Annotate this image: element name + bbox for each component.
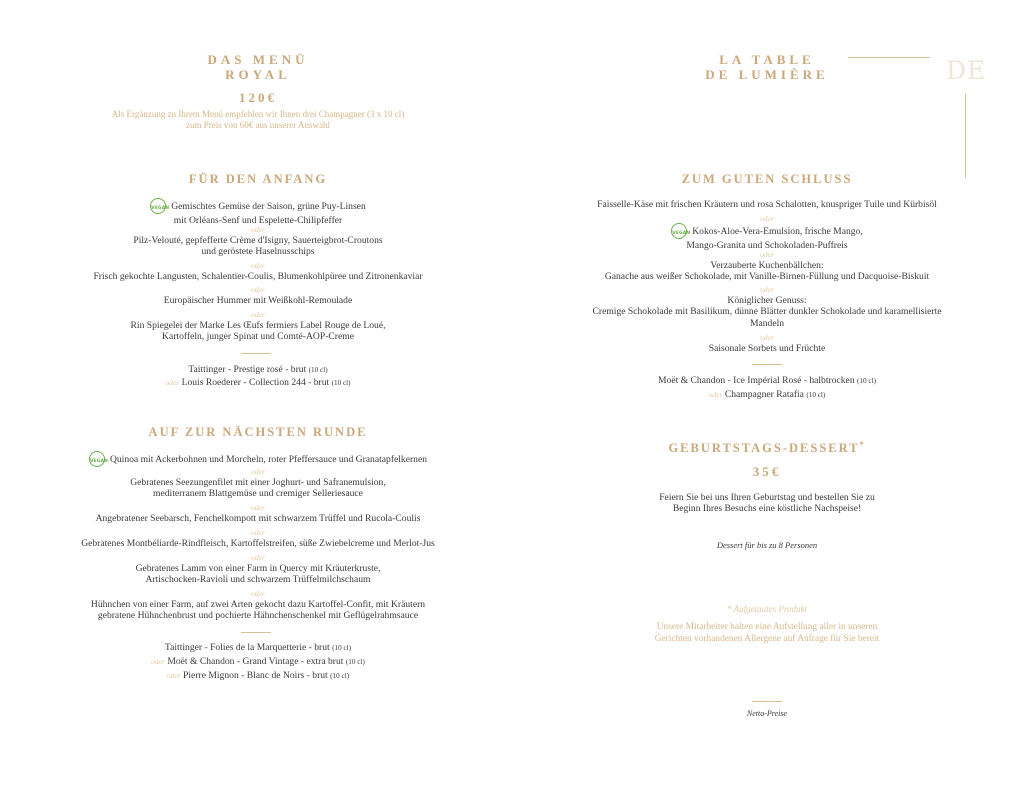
- wine-item: Taittinger - Folies de la Marquetterie - brut (10 cl): [164, 642, 352, 653]
- net-prices: Netto-Preise: [746, 709, 788, 718]
- header-rule: [848, 57, 930, 58]
- oder-separator: oder: [251, 467, 265, 476]
- dish-item: Angebratener Seebarsch, Fenchelkompott mit schwarzem Trüffel und Rucola-Coulis: [95, 513, 421, 524]
- wine-item: oder Moët & Chandon - Grand Vintage - extra brut (10 cl): [151, 656, 365, 667]
- wine-item: oder Champagner Ratafia (10 cl): [708, 389, 826, 400]
- dish-item: Königlicher Genuss: Cremige Schokolade mit Basilikum, dünne Blätter dunkler Schokolade und karamellisierte Mandeln: [592, 295, 942, 329]
- oder-separator: oder: [251, 310, 265, 319]
- menu-price: 120€: [239, 90, 277, 105]
- language-marker: DE: [946, 56, 987, 85]
- oder-separator: oder: [251, 261, 265, 270]
- wine-item: Moët & Chandon - Ice Impérial Rosé - halbtrocken (10 cl): [658, 375, 876, 386]
- dish-item: Saisonale Sorbets und Früchte: [708, 343, 826, 354]
- wine-item: oder Pierre Mignon - Blanc de Noirs - brut (10 cl): [166, 670, 350, 681]
- oder-separator: oder: [760, 250, 774, 259]
- dish-item: Frisch gekochte Langusten, Schalentier-Coulis, Blumenkohlpüree und Zitronenkaviar: [93, 271, 423, 282]
- dish-item: VEGAN Gemischtes Gemüse der Saison, grüne Puy-Linsen mit Orléans-Senf und Espelette-Chilipfeffer: [48, 199, 468, 226]
- section-title-schluss: ZUM GUTEN SCHLUSS: [681, 172, 853, 186]
- birthday-persons: Dessert für bis zu 8 Personen: [716, 540, 818, 550]
- dish-item: VEGAN Kokos-Aloe-Vera-Emulsion, frische Mango, Mango-Granita und Schokoladen-Puffreis: [562, 224, 972, 251]
- section-title-runde: AUF ZUR NÄCHSTEN RUNDE: [148, 425, 368, 439]
- dish-item: Gebratenes Montbéliarde-Rindfleisch, Kartoffelstreifen, süße Zwiebelcreme und Merlot-Jus: [81, 538, 435, 549]
- dish-item: Europäischer Hummer mit Weißkohl-Remoulade: [163, 295, 353, 306]
- divider: [241, 632, 271, 633]
- oder-separator: oder: [251, 503, 265, 512]
- vertical-rule: [965, 93, 966, 178]
- divider: [752, 364, 782, 365]
- oder-separator: oder: [251, 528, 265, 537]
- divider: [241, 353, 271, 354]
- wine-item: Taittinger - Prestige rosé - brut (10 cl): [188, 364, 328, 375]
- restaurant-title: LA TABLE DE LUMIÈRE: [705, 52, 829, 82]
- oder-separator: oder: [760, 333, 774, 342]
- oder-separator: oder: [251, 553, 265, 562]
- oder-separator: oder: [251, 285, 265, 294]
- oder-separator: oder: [251, 589, 265, 598]
- dish-item: Faisselle-Käse mit frischen Kräutern und rosa Schalotten, knuspriger Tuile und Kürbisöl: [597, 199, 937, 210]
- dish-item: VEGAN Quinoa mit Ackerbohnen und Morcheln, roter Pfeffersauce und Granatapfelkernen: [48, 452, 468, 468]
- divider: [752, 701, 782, 702]
- wine-item: oder Louis Roederer - Collection 244 - brut (10 cl): [165, 377, 351, 388]
- champagne-note: Als Ergänzung zu Ihrem Menü empfehlen wir Ihnen drei Champagner (3 x 10 cl) zum Preis von 60€ aus unserer Auswahl: [111, 109, 405, 130]
- dish-item: Gebratenes Lamm von einer Farm in Quercy mit Kräuterkruste, Artischocken-Ravioli und schwarzem Trüffelmilchschaum: [135, 563, 381, 586]
- oder-separator: oder: [760, 214, 774, 223]
- vegan-badge-icon: VEGAN: [150, 198, 166, 214]
- vegan-badge-icon: VEGAN: [671, 223, 687, 239]
- menu-title: DAS MENÜ ROYAL: [207, 52, 309, 82]
- dish-item: Pilz-Velouté, gepfefferte Crème d'Isigny, Sauerteigbrot-Croutons und geröstete Haselnusschips: [133, 235, 383, 258]
- oder-separator: oder: [760, 285, 774, 294]
- dish-item: Gebratenes Seezungenfilet mit einer Joghurt- und Safranemulsion, mediterranem Blattgemüse und cremiger Selleriesauce: [130, 477, 386, 500]
- oder-separator: oder: [251, 225, 265, 234]
- vegan-badge-icon: VEGAN: [89, 451, 105, 467]
- section-title-anfang: FÜR DEN ANFANG: [188, 172, 328, 186]
- birthday-text: Feiern Sie bei uns Ihren Geburtstag und bestellen Sie zu Beginn Ihres Besuchs eine köstliche Nachspeise!: [659, 492, 875, 515]
- birthday-title: GEBURTSTAGS-DESSERT*: [668, 440, 866, 456]
- birthday-price: 35€: [752, 464, 782, 479]
- dish-item: Hühnchen von einer Farm, auf zwei Arten gekocht dazu Kartoffel-Confit, mit Kräutern gebratene Hühnchenbrust und pochierte Hähnchenschenkel mit Geflügelrahmsauce: [90, 599, 426, 622]
- allergen-note: Unsere Mitarbeiter halten eine Aufstellung aller in unseren Gerichten vorhandenen Allergene auf Anfrage für Sie bereit: [654, 622, 880, 644]
- footnote: * Aufgetautes Produkt: [727, 604, 807, 614]
- dish-item: Verzauberte Kuchenbällchen: Ganache aus weißer Schokolade, mit Vanille-Birnen-Füllung und Dacquoise-Biskuit: [604, 260, 930, 283]
- dish-item: Rin Spiegelei der Marke Les Œufs fermiers Label Rouge de Loué, Kartoffeln, junger Spinat und Comté-AOP-Creme: [130, 320, 386, 343]
